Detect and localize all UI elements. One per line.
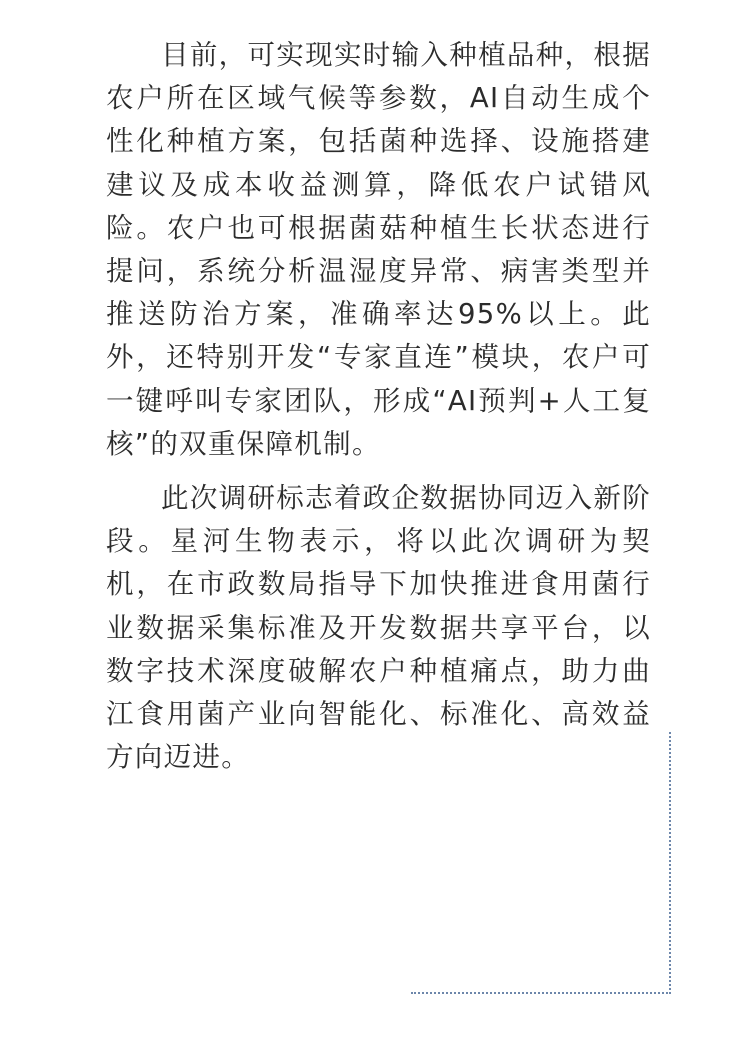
decorative-frame-bottom bbox=[411, 992, 671, 994]
paragraph-ai-planting: 目前，可实现实时输入种植品种，根据农户所在区域气候等参数，AI自动生成个性化种植方案，包括菌种选择、设施搭建建议及成本收益测算，降低农户试错风险。农户也可根据菌菇种植生长状态进行提问，系统分析温湿度异常、病害类型并推送防治方案，准确率达95%以上。此外，还特别开发“专家直连”模块，农户可一键呼叫专家团队，形成“AI预判+人工复核”的双重保障机制。 bbox=[106, 39, 651, 460]
article-body bbox=[106, 34, 651, 790]
paragraph-research-significance: 此次调研标志着政企数据协同迈入新阶段。星河生物表示，将以此次调研为契机，在市政数局指导下加快推进食用菌行业数据采集标准及开发数据共享平台，以数字技术深度破解农户种植痛点，助力曲江食用菌产业向智能化、标准化、高效益方向迈进。 bbox=[106, 482, 651, 774]
decorative-frame-right bbox=[669, 732, 671, 994]
